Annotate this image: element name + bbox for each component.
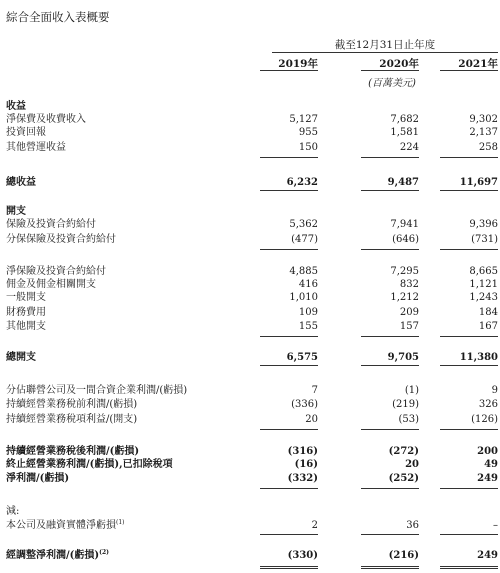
- table-row: [0, 291, 500, 305]
- row-value-2020: 1,212: [390, 292, 419, 303]
- row-value-2021: 258: [478, 142, 498, 153]
- table-row: [0, 100, 500, 114]
- row-value-2020: 9,705: [387, 352, 419, 363]
- row-value-2021: 249: [477, 550, 498, 561]
- row-value-2019: 1,010: [289, 292, 318, 303]
- year-header-2020: 2020年: [379, 58, 419, 70]
- row-value-2020: (252): [388, 473, 419, 484]
- row-label: 分保保險及投資合約給付: [6, 234, 116, 245]
- subtotal-rule: [260, 249, 318, 250]
- table-row: [0, 398, 500, 412]
- row-value-2019: (316): [287, 446, 318, 457]
- row-value-2021: 9,302: [469, 114, 498, 125]
- row-value-2020: (646): [392, 234, 419, 245]
- table-row: [0, 141, 500, 155]
- row-value-2020: 7,295: [390, 266, 419, 277]
- table-row: [0, 218, 500, 232]
- subtotal-rule: [260, 336, 318, 337]
- subtotal-rule: [361, 429, 419, 430]
- row-label: 其他營運收益: [6, 142, 66, 153]
- subtotal-rule: [440, 336, 498, 337]
- row-value-2019: 6,232: [286, 177, 318, 188]
- row-value-2019: 416: [298, 279, 318, 290]
- row-value-2020: 209: [399, 307, 419, 318]
- row-label: 投資回報: [6, 127, 46, 138]
- row-label: 其他開支: [6, 321, 46, 332]
- row-value-2021: 9,396: [469, 219, 498, 230]
- row-value-2021: (731): [471, 234, 498, 245]
- row-label: 總開支: [6, 352, 36, 363]
- year-underline: [440, 70, 498, 71]
- row-label: 保險及投資合約給付: [6, 219, 96, 230]
- year-header-2021: 2021年: [458, 58, 498, 70]
- table-row: [0, 265, 500, 279]
- row-value-2020: 36: [406, 520, 419, 531]
- table-row: [0, 445, 500, 459]
- row-label: 本公司及融資實體淨虧損$^{(1)}$: [6, 519, 125, 531]
- row-label: 收益: [6, 101, 26, 112]
- row-value-2021: 1,243: [469, 292, 498, 303]
- total-double-rule: [361, 566, 419, 569]
- subtotal-rule: [440, 190, 498, 191]
- row-value-2019: (16): [294, 459, 318, 470]
- row-value-2021: 49: [484, 459, 498, 470]
- row-value-2020: (219): [392, 399, 419, 410]
- subtotal-rule: [361, 190, 419, 191]
- row-value-2021: 2,137: [469, 127, 498, 138]
- row-value-2020: (53): [398, 414, 419, 425]
- table-row: [0, 549, 500, 563]
- table-row: [0, 126, 500, 140]
- total-double-rule: [440, 566, 498, 569]
- row-value-2020: (272): [388, 446, 419, 457]
- footnote-marker: (1): [116, 519, 125, 526]
- row-value-2019: 4,885: [289, 266, 318, 277]
- subtotal-rule: [440, 157, 498, 158]
- table-row: [0, 205, 500, 219]
- report-title: 綜合全面收入表概要: [6, 10, 110, 24]
- row-label: 開支: [6, 206, 26, 217]
- row-value-2020: 832: [399, 279, 419, 290]
- row-value-2019: 955: [298, 127, 318, 138]
- row-value-2019: (477): [291, 234, 318, 245]
- row-label: 淨保費及收費收入: [6, 114, 86, 125]
- row-value-2019: 150: [298, 142, 318, 153]
- row-value-2021: (126): [471, 414, 498, 425]
- subtotal-rule: [361, 365, 419, 366]
- subtotal-rule: [361, 336, 419, 337]
- subtotal-rule: [440, 534, 498, 535]
- row-value-2021: 1,121: [469, 279, 498, 290]
- table-row: [0, 351, 500, 365]
- row-value-2019: (330): [287, 550, 318, 561]
- row-value-2019: 5,127: [289, 114, 318, 125]
- footnote-marker: (2): [99, 549, 109, 556]
- row-value-2020: 20: [405, 459, 419, 470]
- table-row: [0, 113, 500, 127]
- row-value-2020: 157: [399, 321, 419, 332]
- row-label: 財務費用: [6, 307, 46, 318]
- subtotal-rule: [440, 488, 498, 489]
- subtotal-rule: [440, 365, 498, 366]
- table-row: [0, 278, 500, 292]
- subtotal-rule: [260, 488, 318, 489]
- table-row: [0, 320, 500, 334]
- row-value-2021: 200: [477, 446, 498, 457]
- period-header: 截至12月31日止年度: [334, 39, 436, 51]
- row-value-2019: 7: [311, 385, 318, 396]
- row-value-2021: 8,665: [469, 266, 498, 277]
- table-row: [0, 505, 500, 519]
- subtotal-rule: [440, 429, 498, 430]
- row-value-2020: 9,487: [387, 177, 419, 188]
- row-label: 終止經營業務利潤/(虧損),已扣除稅項: [6, 459, 173, 470]
- row-value-2021: 11,380: [459, 352, 498, 363]
- row-label: 經調整淨利潤/(虧損)$^{(2)}$: [6, 549, 109, 561]
- table-row: [0, 306, 500, 320]
- table-row: [0, 233, 500, 247]
- year-header-2019: 2019年: [278, 58, 318, 70]
- subtotal-rule: [361, 249, 419, 250]
- table-row: [0, 519, 500, 533]
- header-rule: [272, 52, 498, 53]
- subtotal-rule: [260, 157, 318, 158]
- subtotal-rule: [361, 157, 419, 158]
- row-value-2021: 167: [478, 321, 498, 332]
- row-value-2019: 2: [311, 520, 318, 531]
- row-label: 減:: [6, 506, 20, 517]
- row-value-2020: 7,682: [390, 114, 419, 125]
- subtotal-rule: [260, 534, 318, 535]
- row-value-2019: 20: [305, 414, 318, 425]
- row-value-2021: 249: [477, 473, 498, 484]
- subtotal-rule: [260, 365, 318, 366]
- year-underline: [260, 70, 318, 71]
- subtotal-rule: [440, 249, 498, 250]
- row-label: 持續經營業務稅項利益/(開支): [6, 414, 138, 425]
- row-value-2019: 5,362: [289, 219, 318, 230]
- row-label: 分佔聯營公司及一間合資企業利潤/(虧損): [6, 385, 188, 396]
- unit-label: (百萬美元): [368, 78, 416, 89]
- year-underline: [361, 70, 419, 71]
- row-value-2020: 1,581: [390, 127, 419, 138]
- subtotal-rule: [260, 429, 318, 430]
- row-label: 一般開支: [6, 292, 46, 303]
- row-label: 淨保險及投資合約給付: [6, 266, 106, 277]
- table-row: [0, 458, 500, 472]
- row-value-2019: 155: [298, 321, 318, 332]
- row-value-2020: 7,941: [390, 219, 419, 230]
- row-value-2021: –: [493, 520, 498, 531]
- row-label: 持續經營業務稅前利潤/(虧損): [6, 399, 138, 410]
- row-value-2020: (216): [388, 550, 419, 561]
- row-value-2020: 224: [399, 142, 419, 153]
- row-value-2020: (1): [404, 385, 419, 396]
- total-double-rule: [260, 566, 318, 569]
- row-value-2021: 9: [491, 385, 498, 396]
- row-value-2019: (336): [291, 399, 318, 410]
- table-row: [0, 176, 500, 190]
- row-label: 總收益: [6, 177, 36, 188]
- row-value-2021: 11,697: [459, 177, 498, 188]
- row-value-2021: 326: [478, 399, 498, 410]
- row-label: 佣金及佣金相關開支: [6, 279, 96, 290]
- table-row: [0, 413, 500, 427]
- row-label: 持續經營業務稅後利潤/(虧損): [6, 446, 140, 457]
- table-row: [0, 472, 500, 486]
- row-label: 淨利潤/(虧損): [6, 473, 70, 484]
- subtotal-rule: [361, 534, 419, 535]
- subtotal-rule: [260, 190, 318, 191]
- subtotal-rule: [361, 488, 419, 489]
- table-row: [0, 384, 500, 398]
- row-value-2021: 184: [478, 307, 498, 318]
- row-value-2019: 6,575: [286, 352, 318, 363]
- row-value-2019: (332): [287, 473, 318, 484]
- row-value-2019: 109: [298, 307, 318, 318]
